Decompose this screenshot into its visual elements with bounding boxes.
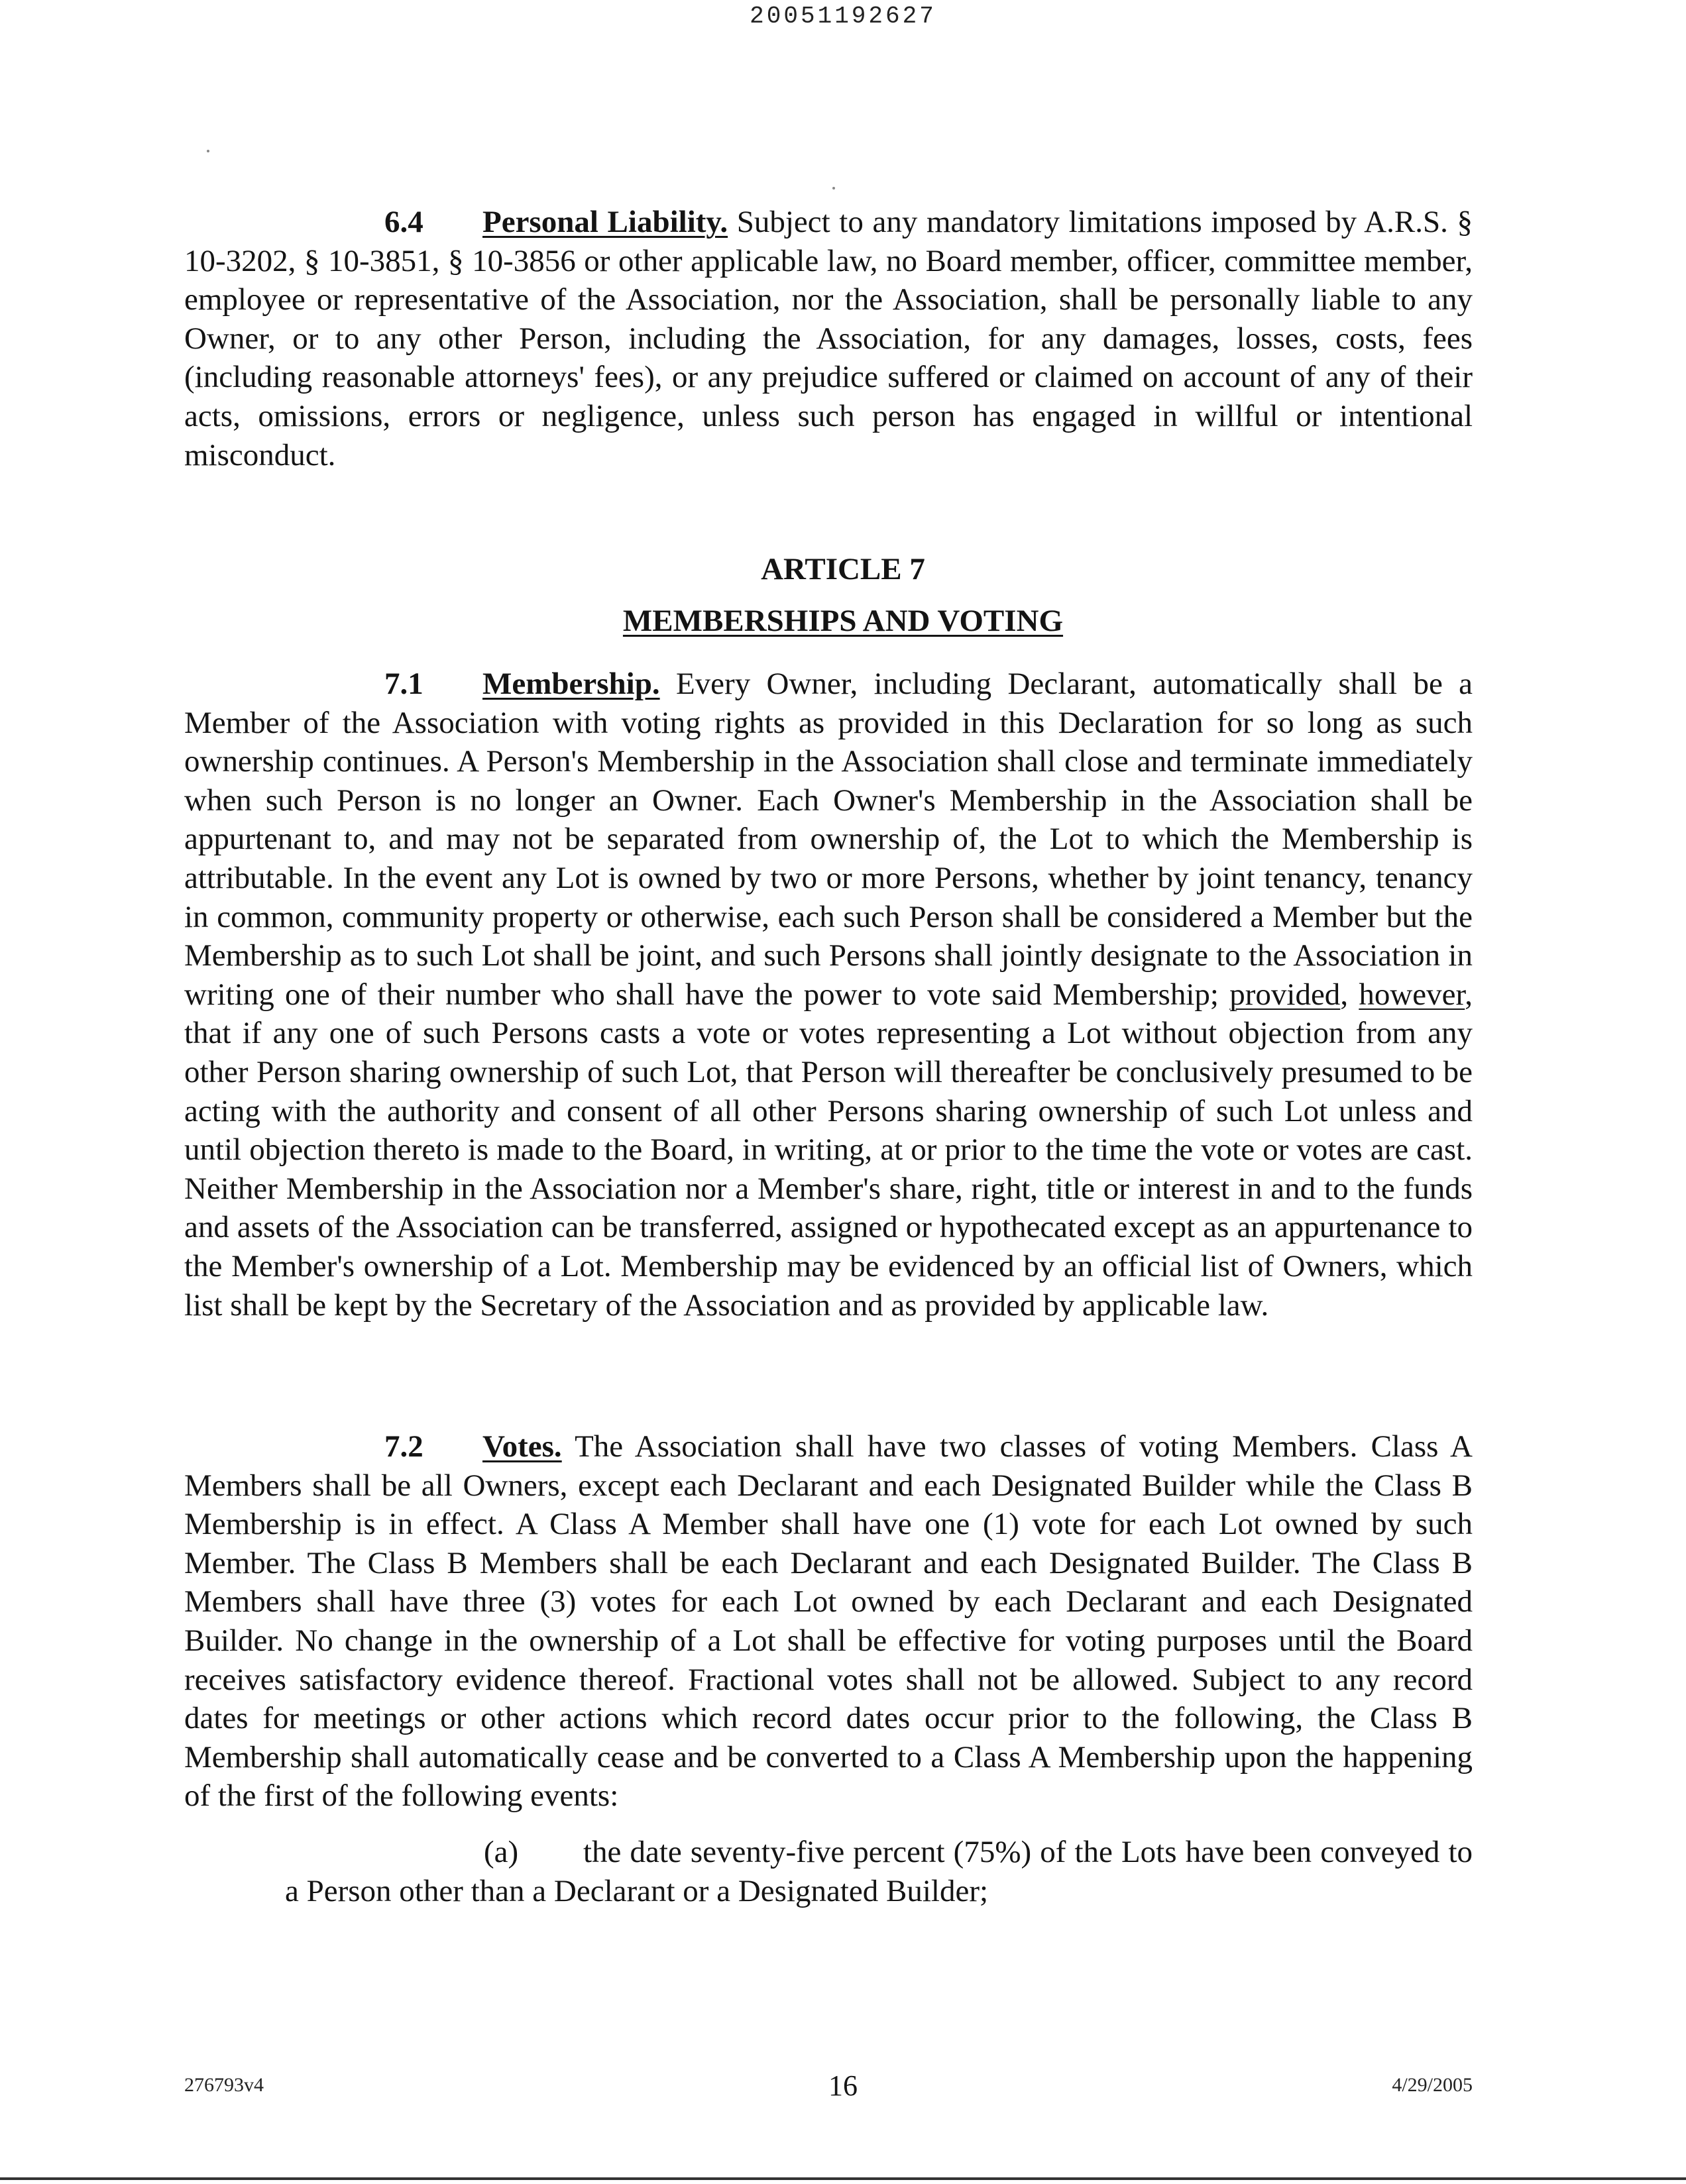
footer-doc-id: 276793v4 [184,2074,264,2096]
section-number: 7.1 [384,667,423,701]
section-7-2 [184,1427,1473,1816]
subsection-label: (a) [484,1835,519,1869]
scan-speck [832,187,835,190]
article-subtitle [0,603,1686,639]
section-heading: Membership. [482,667,660,701]
bottom-rule [0,2177,1686,2180]
section-body-continued: , that if any one of such Persons casts a vote or votes representing a Lot without objection from any other Person sharing ownership of such Lot, that Person will thereafter be conclusively presumed to be acting with the authority and consent of all other Persons sharing ownership of such Lot unless and until objection thereto is made to the Board, in writing, at or prior to the time the vote or votes are cast. Neither Membership in the Association nor a Member's share, right, title or interest in and to the funds and assets of the Association can be transferred, assigned or hypothecated except as an appurtenance to the Member's ownership of a Lot. Membership may be evidenced by an official list of Owners, which list shall be kept by the Secretary of the Association and as provided by applicable law. [184,977,1473,1323]
footer-date: 4/29/2005 [1392,2074,1473,2096]
section-body: The Association shall have two classes of voting Members. Class A Members shall be all Owners, except each Declarant and each Designated Builder while the Class B Membership is in effect. A Class A Member shall have one (1) vote for each Lot owned by such Member. The Class B Members shall be each Declarant and each Designated Builder. The Class B Members shall have three (3) votes for each Lot owned by each Declarant and each Designated Builder. No change in the ownership of a Lot shall be effective for voting purposes until the Board receives satisfactory evidence thereof. Fractional votes shall not be allowed. Subject to any record dates for meetings or other actions which record dates occur prior to the following, the Class B Membership shall automatically cease and be converted to a Class A Membership upon the happening of the first of the following events: [184,1429,1473,1814]
article-title: ARTICLE 7 [761,552,925,586]
section-heading: Personal Liability. [482,205,728,239]
section-7-1 [184,665,1473,1325]
however-term: however [1359,977,1465,1012]
subsection-a [285,1833,1473,1910]
section-number: 7.2 [384,1429,423,1464]
comma: , [1340,977,1349,1012]
section-6-4 [184,203,1473,474]
subsection-body: the date seventy-five percent (75%) of the Lots have been conveyed to a Person other than a Declarant or a Designated Builder; [285,1835,1473,1908]
footer-page-number: 16 [828,2069,858,2102]
section-body: Every Owner, including Declarant, automatically shall be a Member of the Association with voting rights as provided in this Declaration for so long as such ownership continues. A Person's Membership in the Association shall close and terminate immediately when such Person is no longer an Owner. Each Owner's Membership in the Association shall be appurtenant to, and may not be separated from ownership of, the Lot to which the Membership is attributable. In the event any Lot is owned by two or more Persons, whether by joint tenancy, tenancy in common, community property or otherwise, each such Person shall be considered a Member but the Membership as to such Lot shall be joint, and such Persons shall jointly designate to the Association in writing one of their number who shall have the power to vote said Membership; [184,667,1473,1012]
scan-speck [207,150,209,152]
section-heading: Votes. [482,1429,562,1464]
recording-number: 20051192627 [750,3,936,30]
section-body: Subject to any mandatory limitations imposed by A.R.S. § 10-3202, § 10-3851, § 10-3856 or other applicable law, no Board member, officer, committee member, employee or representative of the Association, nor the Association, shall be personally liable to any Owner, or to any other Person, including the Association, for any damages, losses, costs, fees (including reasonable attorneys' fees), or any prejudice suffered or claimed on account of any of their acts, omissions, errors or negligence, unless such person has engaged in willful or intentional misconduct. [184,205,1473,472]
section-number: 6.4 [384,205,423,239]
provided-term: provided [1229,977,1341,1012]
article-subtitle-text: MEMBERSHIPS AND VOTING [622,604,1064,638]
